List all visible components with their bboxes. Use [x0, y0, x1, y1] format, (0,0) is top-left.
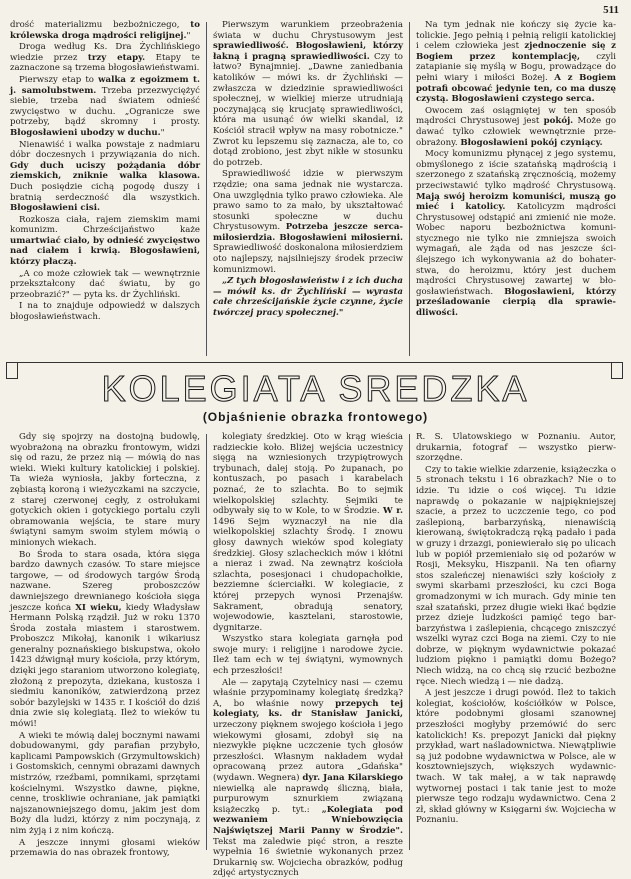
paragraph: R. S. Ulatowskiego w Poznaniu. Autor, drukarnia, fotograf — wszystko pierwszorzędne. — [416, 432, 616, 464]
paragraph: Ale — zapytają Czytelnicy nasi — czemu właśnie przypominamy kolegiatę średzką? A, bo właśnie nowy przepych tej kolegiaty, ks. dr Stanisław Janicki, urzeczony pięknem swojego kościoła i jego wiekowymi głosami, zdobył się na niezwykłe piękne uczczenie tych głosów przeszłości. Własnym nakładem wydał opracowaną przez autora „Gdańska" (wydawn. Wegnera) dyr. Jana Kilarskiego niewielką ale naprawdę śliczną, biała, purpurowym sznurkiem związaną książeczkę p. tyt.: „Kolegiata pod wezwaniem Wniebowzięcia Najświętszej Marii Panny w Środzie". Tekst ma zaledwie pięć stron, a reszte wypełnia 16 świetnie wykonanych przez Drukarnię sw. Wojciecha obrazków, podług zdjęć artystycznych — [213, 677, 404, 879]
paragraph: drość materializmu bezbożniczego, to królewska droga mądrości religijnej." — [10, 20, 200, 41]
paragraph: „Z tych błogosławieństw i z ich ducha — mówił ks. dr Żychliński — wyrasta całe chrześcijańskie życie czynne, życie twórczej pracy społecznej." — [213, 276, 403, 319]
article-top-column-1 — [10, 20, 200, 358]
article-bottom-column-1 — [10, 432, 200, 859]
paragraph: Sprawiedliwość idzie w pierwszym rzędzie; ona sama jednak nie wystarcza. Ona uwzględnia tylko prawo człowieka. Ale prawo samo to za mało, by ukształtować stosunki społeczne w duchu Chrystusowym. Potrzeba jeszcze serca-miłosierdzia. Błogosławieni miłosierni. Sprawiedliwość doskonalona miłosierdziem oto najlepszy, najsilniejszy środek przeciw komunizmowi. — [213, 169, 403, 275]
paragraph: Nienawiść i walka powstaje z nadmiaru dóbr doczesnych i przywiązania do nich. Gdy duch uciszy pożądania dóbr ziemskich, zniknie walka klasowa. Duch posiędzie cichą pogodę duszy i bratnią serdeczność dla wszystkich. Błogosławieni cisi. — [10, 139, 200, 214]
paragraph: Bo Środa to stara osada, która sięga bardzo dawnych czasów. To stare miejsce targowe, — od środowych targów Środą nazwane. Szereg proboszczów dawniejszego drewnianego kościoła sięga jeszcze końca XI wieku, kiedy Władysław Hermann Polską rządził. Już w roku 1370 Środa została miastem i starostwem. Proboszcz Mikołaj, kanonik i wikariusz generalny poznańskiego biskupstwa, około 1423 dźwignął mury kościoła, przy którym, dzięki jego staraniom utworzono kolegiatę, złożoną z prepozyta, dziekana, kustosza i siedmiu kanoników, zatwierdzoną przez sobór bazylejski w 1435 r. I kościół do dziś dnia zwie się kolegiatą. Ileż to wieków tu mówi! — [10, 549, 200, 730]
column-separator — [409, 434, 410, 850]
paragraph: Gdy się spojrzy na dostojną budowlę, wyobrażoną na obrazku frontowym, widzi się od razu, że przez nią — mówią do nas wieki. Wieki kultury katolickiej i polskiej. Ta wieża wyniosła, jakby forteczna, z zębiastą koroną i wieżyczkami na szczycie, z starej czerwonej cegły, z ostrołukami gotyckich okien i gotyckiego portalu czyli obramowania wejścia, te stare mury świątyni samym swoim stylem mówią o minionych wiekach. — [10, 432, 200, 548]
paragraph: Mocy komunizmu płynącej z jego systemu, obmyślonego z iście szatańską mądrością i szerzonego z szatańską zręcznością, możemy przeciwstawić tylko mądrość Chrystusową. Mają swój heroizm komuniści, muszą go mieć i katolicy. Katolicyzm mądrości Chrystusowej odstąpić ani zmienić nie może. Wobec naporu bezbożnictwa komunistycznego nie tylko nie zmniejsza swoich wymagań, ale żąda od nas jeszcze ściślejszego ich wykonywania aż do bohaterstwa, do heroizmu, który jest duchem mądrości Chrystusowej zawartej w błogosławieństwach. Błogosławieni, którzy prześladowanie cierpią dla sprawiedliwości. — [416, 149, 616, 319]
article-bottom-column-3 — [416, 432, 616, 852]
paragraph: A jeszcze innymi głosami wieków przemawia do nas obrazek frontowy, — [10, 837, 200, 859]
paragraph: Droga według Ks. Dra Żychlińskiego wiedzie przez trzy etapy. Etapy te zaznaczone są trzema błogosławieństwami. — [10, 42, 200, 74]
paragraph: Owocem zaś osiągniętej w ten sposób mądrości Chrystusowej jest pokój. Może go dawać tylko człowiek wewnętrznie przeobrażony. Błogosławieni pokój czyniący. — [416, 105, 616, 148]
paragraph: Czy to takie wielkie zdarzenie, książeczka o 5 stronach tekstu i 16 obrazkach? Nie o to idzie. Tu idzie o coś więcej. Tu idzie naprawdę o pokazanie w najpiękniejszej szacie, a przez to uczczenie tego, co pod zaślepioną, barbarzyńską, nienawiścią kierowaną, świętokradczą ręką padało i pada w gruzy i drzazgi, poniewierało się po ulicach lub w popiół przemieniało się od pożarów w Rosji, Meksyku, Hiszpanii. Na ten ofiarny stos szaleńczej nienawiści szły kościoły z swymi skarbami przeszłości, ku czci Boga gromadzonymi w ich murach. Gdy minie ten szał szatański, przez długie wieki łkać będzie przez dzieje ludzkości pamięć tego barbarzyństwa i zaślepienia, chcącego zniszczyć wszelki wyraz czci Boga na ziemi. Czy to nie dobrze, w pięknym wydawnictwie pokazać ludziom piękno i pamiątki domu Bożego? Niech widzą, na co chcą się rzucić bezbożne ręce. Niech wiedzą i — nie dadzą. — [416, 464, 616, 687]
paragraph: A wieki te mówią dalej bocznymi nawami dobudowanymi, gdy parafian przybyło, kaplicami Pampowskich (Grzymultowskich) i Gostomskich, cennymi obrazami dawnych mistrzów, rzeźbami, pomnikami, sprzętami kościelnymi. Wszystko dawne, piękne, cenne, troskliwie ochraniane, jak pamiątki najszanowniejszego domu, jakim jest dom Boży dla ludzi, którzy z nim poczynają, z nim żyją i z nim kończą. — [10, 730, 200, 836]
column-separator — [409, 22, 410, 356]
paragraph: Na tym jednak nie kończy się życie katolickie. Jego pełnią i pełnią religii katolickiej i celem człowieka jest zjednoczenie się z Bogiem przez kontemplację, czyli zatapianie się myślą w Bogu, prowadzące do pełni wiary i miłości Bożej. A z Bogiem potrafi obcować jedynie ten, co ma duszę czystą. Błogosławieni czystego serca. — [416, 20, 616, 105]
paragraph: Rozkosza ciała, rajem ziemskim mami komunizm. Chrześcijaństwo każe umartwiać ciało, by odnieść zwycięstwo nad ciałem i krwią. Błogosławieni, którzy płaczą. — [10, 214, 200, 268]
article-top-column-3 — [416, 20, 616, 358]
article-top-column-2 — [213, 20, 403, 358]
article-title: KOLEGIATA SREDZKA — [101, 368, 530, 409]
paragraph: I na to znajduje odpowiedź w dalszych błogosławieństwach. — [10, 301, 200, 323]
paragraph: A jest jeszcze i drugi powód. Ileż to takich kolegiat, kościołów, kościółków w Polsce, które podobnymi głosami szanownej przeszłości mogłyby przemówić do serc katolickich! Ks. prepozyt Janicki dał piękny przykład, wart naśladownictwa. Niewątpliwie są już podobne wydawnictwa w Polsce, ale w kosztowniejszych, większych wydawnictwach. W tak małej, a w tak naprawdę wytwornej postaci i tak tanie jest to może pierwsze tego rodzaju wydawnictwo. Cena 2 zł, skład główny w Księgarni św. Wojciecha w Poznaniu. — [416, 688, 616, 826]
column-separator — [206, 22, 207, 356]
paragraph: Pierwszym warunkiem przeobrażenia świata w duchu Chrystusowym jest sprawiedliwość. Błogosławieni, którzy łakną i pragną sprawiedliwości. Czy to łatwo? Bynajmniej. „Dawne zaniedbania katolików — mówi ks. dr Żychliński — zwłaszcza w dziedzinie sprawiedliwości społecznej, w wielkiej mierze utrudniają poczynającą się krucjatę sprawiedliwości, która ma usunąć ów wielki skandal, iż Kościół stracił wpływ na masy robotnicze." Zwrot ku lepszemu się zaznacza, ale to, co dotąd zrobiono, jest zbyt nikłe w stosunku do potrzeb. — [213, 20, 403, 168]
paragraph: kolegiaty średzkiej. Oto w krąg wieścia radzieckie koło. Bliżej wejścia uczestnicy sięgą na wzniesionych trzypiętrowych trybunach, dalej stoją. Po żupanach, po kontuszach, po pasach i karabelach poznać, że to szlachta. Bo to sejmik wielkopolskiej szlachty. Sejmiki te odbywały się to w Kole, to w Środzie. W r. 1496 Sejm wyznaczył na nie dla wielkopolskiej szlachty Środę. I znowu głosy dawnych wieków spod kolegiaty średzkiej. Głosy szlacheckich mów i kłótni a nieraz i zwad. Na zewnątrz kościoła szlachta, posesjonaci i chudopachołkie, bezziemne ścierciałki. W kolegiacie, z której przepych wynosi Przenajśw. Sakrament, obradują senatory, wojewodowie, kasztelani, starostowie, dygnitarze. — [213, 432, 403, 633]
article-subtitle: (Objaśnienie obrazka frontowego) — [202, 410, 429, 424]
paragraph: „A co może człowiek tak — wewnętrznie przekształcony dać światu, by go przeobrazić?" — pyta ks. dr Żychliński. — [10, 268, 200, 300]
paragraph: Wszystko stara kolegiata garnęła pod swoje mury: i religijne i narodowe życie. Ileż tam ech w tej świątyni, wymownych ech przeszłości! — [213, 634, 403, 677]
page-number: 511 — [603, 4, 619, 16]
column-separator — [206, 434, 207, 850]
article-bottom-column-2 — [213, 432, 404, 879]
paragraph: Pierwszy etap to walka z egoizmem t. j. samolubstwem. Trzeba przezwyciężyć siebie, trzeba nad światem odnieść zwycięstwo w duchu. „Ogranicze swe potrzeby, bądź skromny i prosty. Błogosławieni ubodzy w duchu." — [10, 74, 200, 138]
